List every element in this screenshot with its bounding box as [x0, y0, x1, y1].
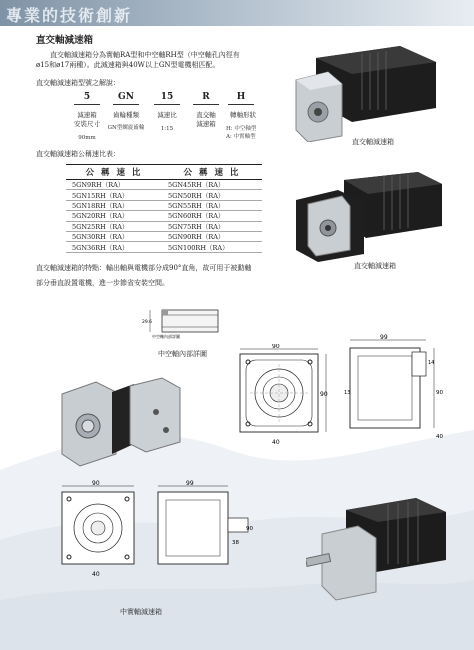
dim-front-height: 90 [320, 391, 328, 398]
sub-shaft-a: A: 中實軸型 [226, 134, 256, 140]
table-cell: 5GN18RH（RA） [66, 200, 162, 210]
hollow-shaft-detail-drawing [140, 302, 230, 346]
table-header: 公 稱 速 比 [162, 165, 262, 180]
gearbox-photo-solid [306, 494, 450, 602]
gearbox-photo-3 [56, 372, 184, 472]
sub-size: 90mm [78, 135, 96, 141]
table-cell: 5GN30RH（RA） [66, 231, 162, 241]
label-ratio: 減速比 [157, 111, 177, 119]
table-row [66, 180, 262, 190]
table-cell: 5GN60RH（RA） [162, 211, 262, 221]
side-view-hollow-drawing [340, 334, 444, 446]
underline [193, 104, 219, 105]
dim-solid-side-width: 99 [186, 480, 194, 487]
gearbox-photo-2 [288, 166, 448, 264]
header-title: 專業的技術創新 [6, 6, 133, 25]
dim-29-6: 29.6 [142, 320, 153, 325]
dim-side-14: 14 [428, 360, 435, 366]
sub-ratio: 1:15 [160, 126, 174, 132]
dim-hollow-note: 中空軸內部詳圖 [152, 334, 180, 339]
header-banner [0, 0, 474, 26]
photo-1-caption: 直交軸減速箱 [352, 138, 394, 146]
table-row [66, 211, 262, 221]
feature-line-1: 直交軸減速箱的特點：輸出軸與電機部分成90°直角，故可用于被動軸 [36, 264, 252, 272]
table-cell: 5GN36RH（RA） [66, 242, 162, 252]
sub-shaft-h: H: 中空軸型 [226, 126, 257, 132]
dim-solid-side-38: 38 [232, 540, 239, 546]
table-cell: 5GN90RH（RA） [162, 231, 262, 241]
table-row [66, 231, 262, 241]
ratio-heading: 直交軸減速箱公稱速比表： [36, 150, 120, 158]
code-type: R [202, 92, 210, 102]
label-size: 減速箱 [77, 111, 97, 119]
label-type: 直交軸 [196, 111, 216, 119]
hollow-detail-caption: 中空軸內部詳圖 [158, 350, 207, 358]
section-title: 直交軸減速箱 [36, 35, 94, 46]
intro-line-1: 直交軸減速箱分為實軸RA型和中空軸RH型（中空軸孔內徑有 [50, 51, 240, 59]
dim-side-90: 90 [436, 390, 443, 396]
ratio-table [66, 164, 262, 253]
dim-solid-side-90: 90 [246, 526, 253, 532]
gearbox-photo-1 [288, 40, 448, 142]
dim-side-40: 40 [436, 434, 443, 440]
underline [154, 104, 180, 105]
table-cell: 5GN20RH（RA） [66, 211, 162, 221]
table-row [66, 221, 262, 231]
code-size: 5 [83, 92, 91, 102]
model-heading: 直交軸減速箱型號之解說： [36, 79, 120, 87]
table-row [66, 190, 262, 200]
side-view-solid-drawing [150, 480, 260, 580]
sub-gear: GN型螺旋齒輪 [107, 125, 145, 131]
front-view-drawing [232, 344, 332, 448]
label-type-2: 減速箱 [196, 120, 216, 128]
dim-front-bottom: 40 [272, 439, 280, 446]
table-cell: 5GN50RH（RA） [162, 190, 262, 200]
table-cell: 5GN100RH（RA） [162, 242, 262, 252]
front-view-solid-drawing [54, 480, 146, 580]
dim-front-width: 90 [272, 344, 280, 350]
solid-shaft-caption: 中實軸減速箱 [120, 608, 162, 616]
table-row [66, 242, 262, 252]
photo-2-caption: 直交軸減速箱 [354, 262, 396, 270]
code-shaft: H [236, 92, 246, 102]
code-ratio: 15 [160, 92, 174, 102]
code-gear: GN [118, 92, 134, 102]
table-cell: 5GN9RH（RA） [66, 180, 162, 190]
dim-side-13: 13 [344, 390, 351, 396]
label-size-2: 安裝尺寸 [74, 120, 100, 128]
table-cell: 5GN55RH（RA） [162, 200, 262, 210]
intro-line-2: ø15和ø17兩種）。此減速箱與40W以上GN型電機相匹配。 [36, 61, 220, 69]
table-cell: 5GN15RH（RA） [66, 190, 162, 200]
label-shaft: 轉軸形狀 [230, 111, 256, 119]
feature-line-2: 部分垂直設置電機，進一步節省安裝空間。 [36, 279, 169, 287]
dim-solid-front-width: 90 [92, 480, 100, 487]
table-cell: 5GN45RH（RA） [162, 180, 262, 190]
underline [228, 104, 254, 105]
table-cell: 5GN25RH（RA） [66, 221, 162, 231]
table-cell: 5GN75RH（RA） [162, 221, 262, 231]
underline [113, 104, 139, 105]
label-gear: 齒輪種類 [113, 111, 139, 119]
table-row [66, 200, 262, 210]
dim-solid-front-40: 40 [92, 571, 100, 578]
underline [74, 104, 100, 105]
table-header: 公 稱 速 比 [66, 165, 162, 180]
dim-side-width: 99 [380, 334, 388, 341]
